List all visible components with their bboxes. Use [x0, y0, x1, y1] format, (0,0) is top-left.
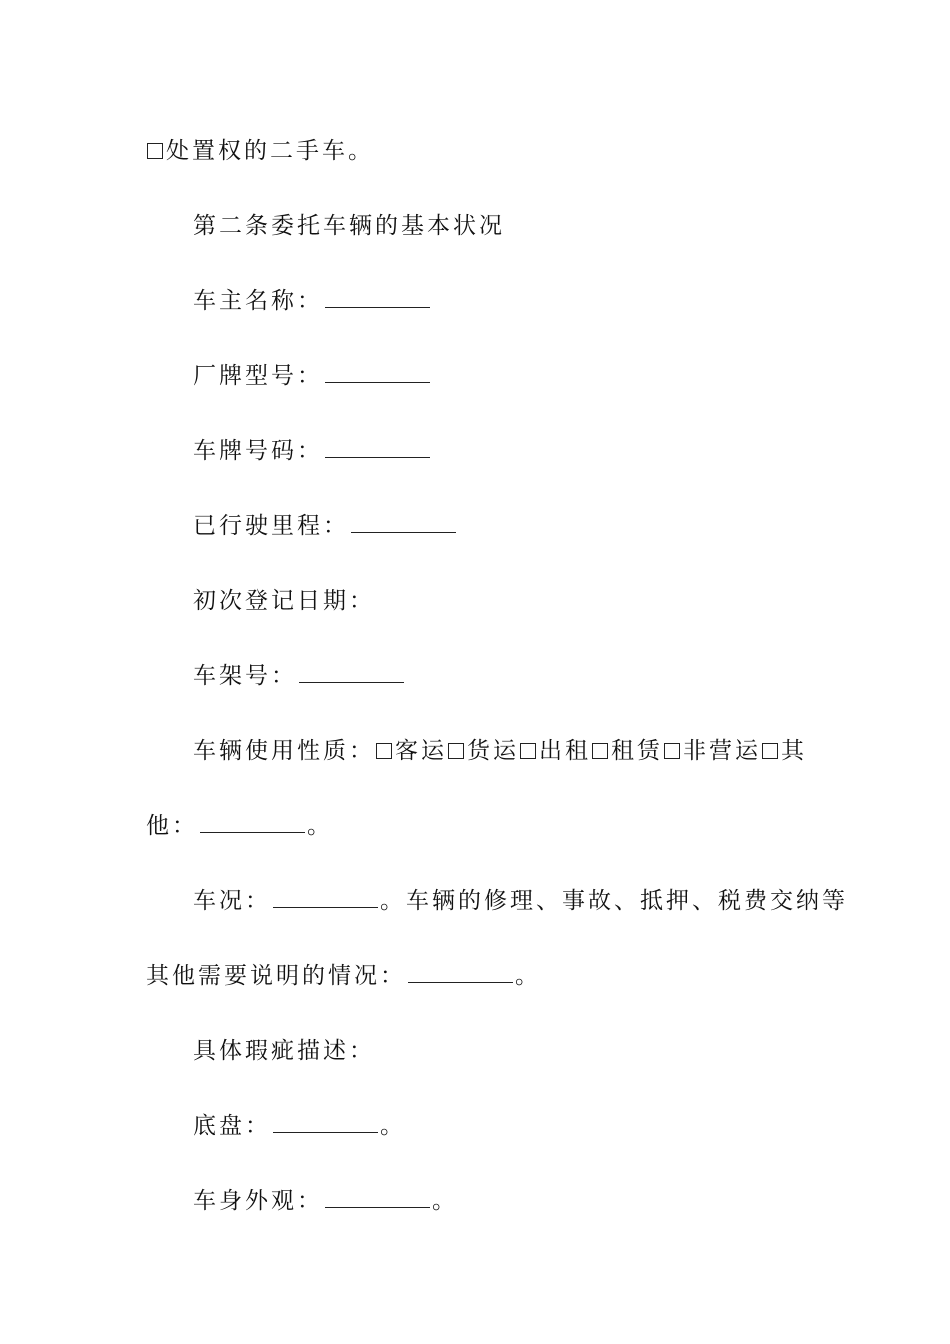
field-usage-nature [193, 736, 807, 766]
field-chassis [193, 1111, 406, 1141]
field-label: 车架号： [193, 663, 297, 689]
blank-field[interactable] [325, 289, 430, 308]
blank-field[interactable] [325, 364, 430, 383]
checkbox-icon[interactable] [448, 743, 464, 759]
option-freight: 货运 [467, 738, 519, 764]
line-text: 。车辆的修理、事故、抵押、税费交纳等 [380, 888, 848, 914]
blank-field[interactable] [325, 1189, 430, 1208]
heading-text: 第二条委托车辆的基本状况 [193, 213, 505, 239]
field-label: 车牌号码： [193, 438, 323, 464]
option-non-commercial: 非营运 [683, 738, 761, 764]
line-disposal-right [146, 136, 374, 166]
field-body-exterior [193, 1186, 458, 1216]
field-usage-other [146, 811, 333, 841]
field-label: 他： [146, 813, 198, 839]
blank-field[interactable] [325, 439, 430, 458]
field-mileage [193, 511, 458, 541]
blank-field[interactable] [351, 514, 456, 533]
line-text: 具体瑕疵描述： [193, 1038, 375, 1064]
blank-field[interactable] [299, 664, 404, 683]
blank-field[interactable] [408, 964, 513, 983]
field-label: 车辆使用性质： [193, 738, 375, 764]
field-label: 已行驶里程： [193, 513, 349, 539]
field-plate-number [193, 436, 432, 466]
field-label: 底盘： [193, 1113, 271, 1139]
blank-field[interactable] [273, 1114, 378, 1133]
field-label: 其他需要说明的情况： [146, 963, 406, 989]
line-end: 。 [515, 963, 541, 989]
field-brand-model [193, 361, 432, 391]
field-label: 车身外观： [193, 1188, 323, 1214]
checkbox-icon[interactable] [147, 143, 163, 159]
checkbox-icon[interactable] [376, 743, 392, 759]
field-first-registration-date [193, 586, 375, 616]
field-other-notes [146, 961, 541, 991]
line-text: 处置权的二手车。 [166, 138, 374, 164]
field-label: 车主名称： [193, 288, 323, 314]
blank-field[interactable] [273, 889, 378, 908]
field-owner-name [193, 286, 432, 316]
option-passenger: 客运 [395, 738, 447, 764]
checkbox-icon[interactable] [664, 743, 680, 759]
line-end: 。 [380, 1113, 406, 1139]
checkbox-icon[interactable] [592, 743, 608, 759]
blank-field[interactable] [200, 814, 305, 833]
option-taxi: 出租 [539, 738, 591, 764]
field-vehicle-condition [193, 886, 848, 916]
field-label: 初次登记日期： [193, 588, 375, 614]
field-label: 厂牌型号： [193, 363, 323, 389]
line-end: 。 [307, 813, 333, 839]
field-label: 车况： [193, 888, 271, 914]
option-lease: 租赁 [611, 738, 663, 764]
field-frame-number [193, 661, 406, 691]
option-other: 其 [781, 738, 807, 764]
line-end: 。 [432, 1188, 458, 1214]
checkbox-icon[interactable] [520, 743, 536, 759]
checkbox-icon[interactable] [762, 743, 778, 759]
defect-description-heading [193, 1036, 375, 1066]
section-heading-article-2 [193, 211, 505, 241]
